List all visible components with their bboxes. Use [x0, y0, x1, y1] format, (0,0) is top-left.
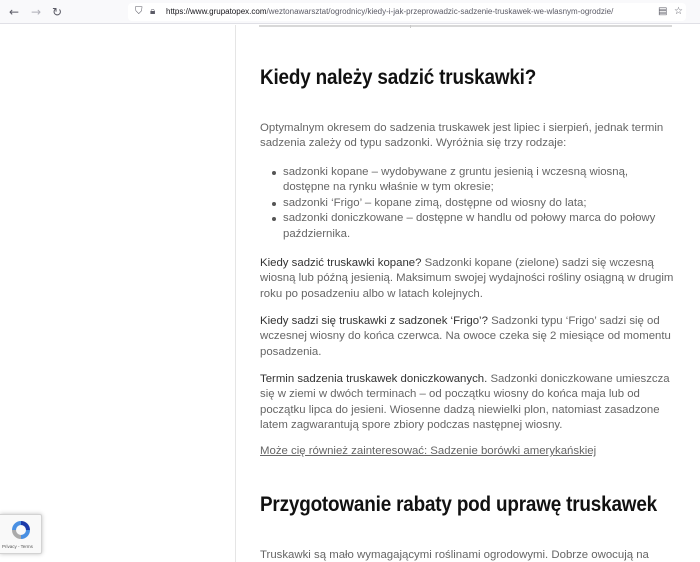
doniczkowane-paragraph [260, 372, 674, 434]
reload-icon[interactable]: ↻ [51, 5, 63, 19]
kopane-paragraph [260, 256, 674, 302]
url-path: /weztonawarsztat/ogrodnicy/kiedy-i-jak-przeprowadzic-sadzenie-truskawek-we-wlasnym-ogrodzie/ [266, 7, 614, 16]
sidebar [0, 25, 236, 562]
lock-icon[interactable]: 🔒︎ [150, 6, 156, 17]
url-host: https://www.grupatopex.com [166, 7, 267, 16]
intro-paragraph: Optymalnym okresem do sadzenia truskawek jest lipiec i sierpień, jednak termin sadzenia zależy od typu sadzonki. Wyróżnia się trzy rodzaje: [260, 122, 664, 150]
recaptcha-badge[interactable] [0, 514, 42, 554]
recaptcha-logo-icon [10, 519, 32, 541]
forward-arrow-icon[interactable]: → [30, 5, 42, 19]
frigo-answer: Sadzonki typu ‘Frigo’ sadzi się od wczesnej wiosny do końca czerwca. Na owoce czeka się 2 miesiące od momentu posadzenia. [260, 315, 671, 358]
top-divider [259, 25, 672, 27]
recaptcha-privacy-terms[interactable]: Privacy - Terms [2, 544, 33, 549]
shield-icon[interactable]: ⛉ [135, 6, 143, 17]
address-bar[interactable] [128, 3, 686, 21]
list-item: sadzonki kopane – wydobywane z gruntu jesienią i wczesną wiosną, dostępne na rynku właśnie w tym okresie; [272, 165, 672, 196]
list-item: sadzonki doniczkowane – dostępne w handlu od połowy marca do połowy października. [272, 211, 672, 242]
frigo-question: Kiedy sadzi się truskawki z sadzonek ‘Frigo’? [260, 315, 488, 327]
section-heading-when-to-plant: Kiedy należy sadzić truskawki? [260, 66, 537, 89]
related-link-paragraph [260, 444, 674, 459]
kopane-answer: Sadzonki kopane (zielone) sadzi się wczesną wiosną lub późną jesienią. Maksimum swojej wydajności rośliny osiągną w drugim roku po posadzeniu albo w latach kolejnych. [260, 257, 674, 300]
url-text[interactable] [166, 6, 636, 18]
back-arrow-icon[interactable]: ← [8, 5, 20, 19]
related-article-link[interactable]: Może cię również zainteresować: Sadzenie borówki amerykańskiej [260, 445, 597, 457]
doniczkowane-answer: Sadzonki doniczkowane umieszcza się w ziemi w dwóch terminach – od początku wiosny do końca maja lub od początku lipca do jesieni. Wiosenne dadzą niewielki plon, natomiast zasadzone latem zagwarantują spore zbiory podczas następnej wiosny. [260, 373, 670, 432]
doniczkowane-question: Termin sadzenia truskawek doniczkowanych. [260, 373, 488, 385]
top-divider-tick [410, 25, 411, 28]
kopane-question: Kiedy sadzić truskawki kopane? [260, 257, 422, 269]
list-item: sadzonki ‘Frigo’ – kopane zimą, dostępne od wiosny do lata; [272, 196, 672, 211]
reader-view-icon[interactable]: ▤ [658, 6, 668, 17]
section-heading-bed-preparation: Przygotowanie rabaty pod uprawę truskawek [260, 493, 657, 516]
frigo-paragraph [260, 314, 674, 360]
seedling-types-list [272, 165, 672, 242]
bed-preparation-paragraph: Truskawki są mało wymagającymi roślinami ogrodowymi. Dobrze owocują na [260, 549, 649, 561]
bookmark-star-icon[interactable]: ☆ [674, 6, 683, 17]
browser-toolbar [0, 0, 700, 24]
